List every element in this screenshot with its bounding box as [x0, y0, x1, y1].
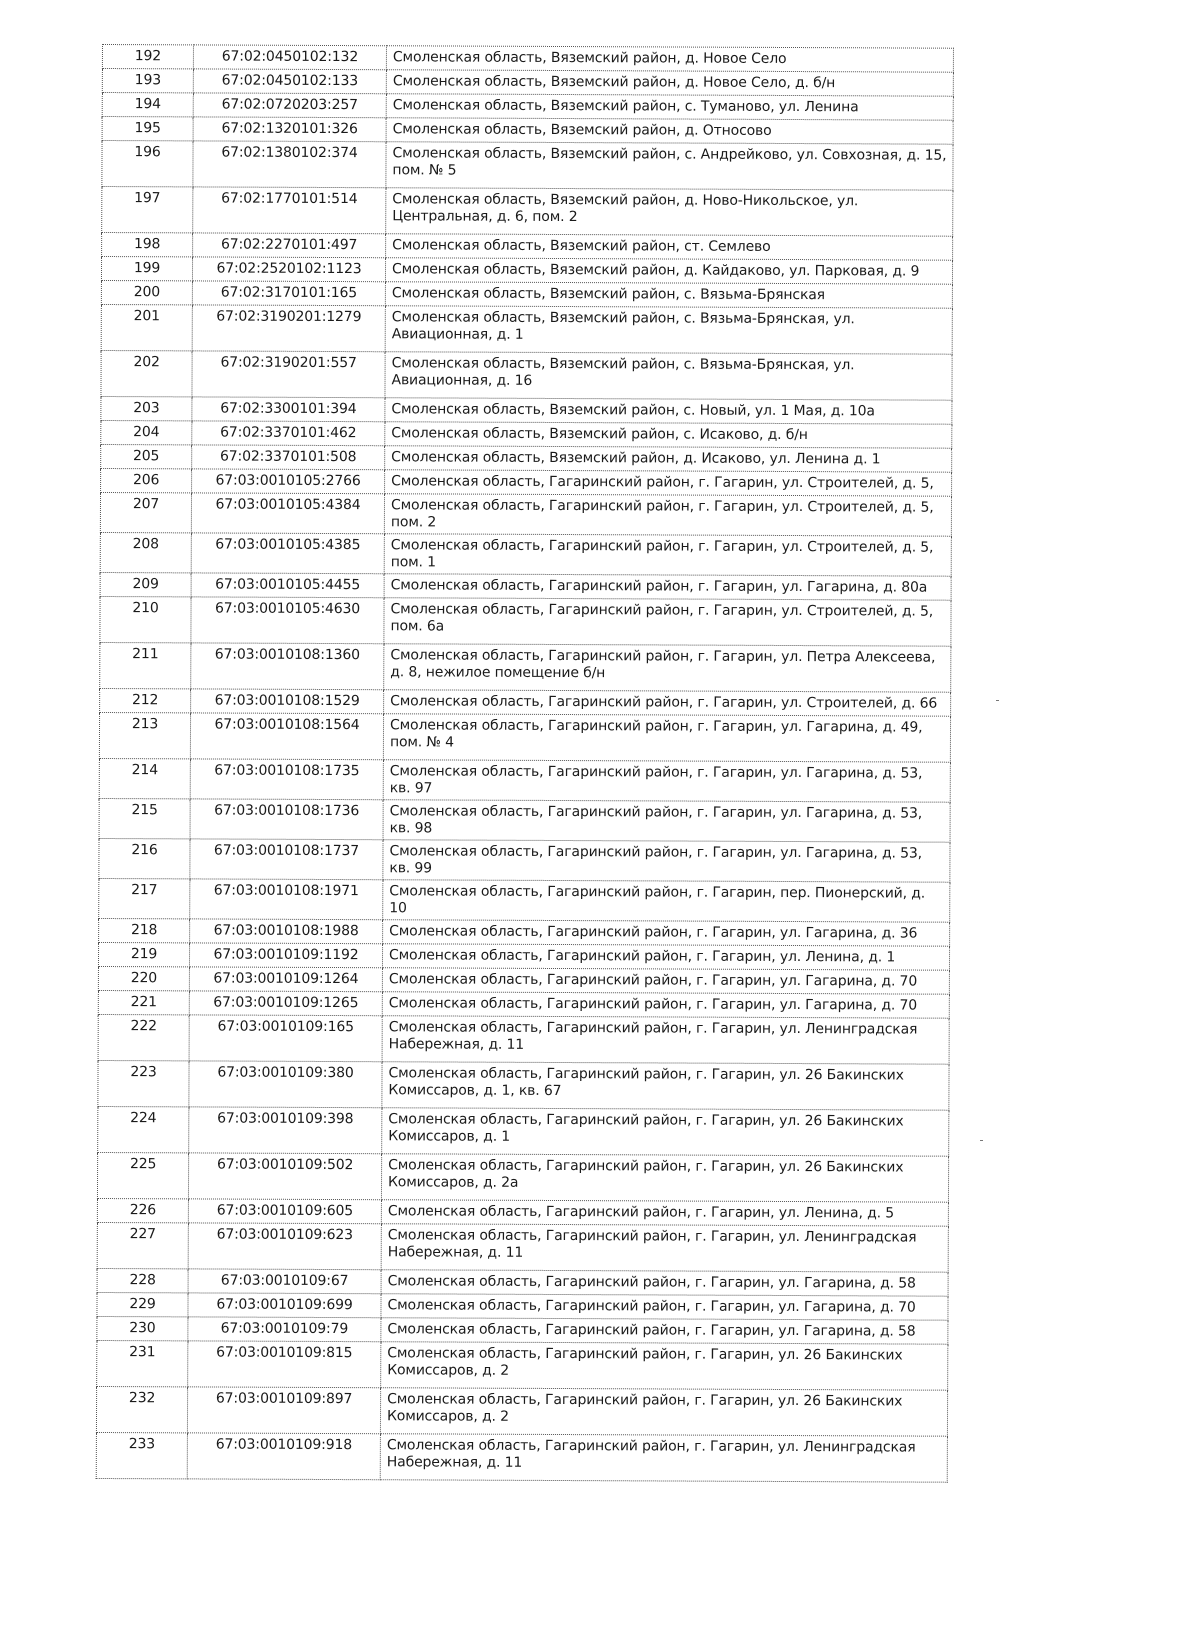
- row-number-cell: 231: [97, 1340, 188, 1386]
- address-cell: Смоленская область, Гагаринский район, г. Гагарин, ул. Гагарина, д. 58: [381, 1318, 948, 1344]
- address-cell: Смоленская область, Гагаринский район, г. Гагарин, ул. Ленинградская Набережная, д. 11: [382, 1016, 949, 1064]
- table-row: [100, 492, 951, 536]
- row-number-cell: 233: [96, 1432, 187, 1478]
- cadastral-number-cell: 67:03:0010109:897: [187, 1387, 380, 1434]
- cadastral-number-cell: 67:03:0010105:4385: [191, 533, 384, 574]
- cadastral-number-cell: 67:03:0010105:4630: [191, 597, 384, 644]
- address-cell: Смоленская область, Гагаринский район, г. Гагарин, ул. Гагарина, д. 80а: [384, 574, 951, 600]
- cadastral-number-cell: 67:03:0010109:699: [188, 1293, 381, 1318]
- address-cell: Смоленская область, Гагаринский район, г. Гагарин, ул. 26 Бакинских Комиссаров, д. 2а: [381, 1154, 948, 1202]
- table-row: [99, 798, 950, 842]
- address-cell: Смоленская область, Гагаринский район, г. Гагарин, ул. 26 Бакинских Комиссаров, д. 2: [380, 1388, 947, 1436]
- table-row: [97, 1152, 948, 1202]
- table-row: [102, 141, 953, 191]
- table-row: [99, 878, 950, 922]
- address-cell: Смоленская область, Гагаринский район, г. Гагарин, пер. Пионерский, д. 10: [383, 880, 950, 922]
- row-number-cell: 194: [102, 93, 193, 117]
- cadastral-number-cell: 67:02:0450102:132: [193, 45, 386, 70]
- row-number-cell: 192: [102, 45, 193, 69]
- scan-speck: [996, 700, 999, 701]
- address-cell: Смоленская область, Гагаринский район, г. Гагарин, ул. Ленина, д. 1: [382, 944, 949, 970]
- row-number-cell: 209: [100, 572, 191, 596]
- cadastral-number-cell: 67:03:0010109:79: [188, 1317, 381, 1342]
- cadastral-number-cell: 67:03:0010109:815: [188, 1341, 381, 1388]
- address-cell: Смоленская область, Вяземский район, с. Вязьма-Брянская, ул. Авиационная, д. 1: [385, 306, 952, 354]
- address-cell: Смоленская область, Вяземский район, д. Относово: [386, 118, 953, 144]
- document-sheet: [96, 44, 954, 1483]
- address-cell: Смоленская область, Гагаринский район, г. Гагарин, ул. Строителей, д. 5, пом. 2: [384, 494, 951, 536]
- table-row: [101, 468, 952, 496]
- address-cell: Смоленская область, Гагаринский район, г. Гагарин, ул. Гагарина, д. 70: [382, 992, 949, 1018]
- address-cell: Смоленская область, Гагаринский район, г. Гагарин, ул. Гагарина, д. 53, кв. 99: [383, 840, 950, 882]
- row-number-cell: 200: [101, 280, 192, 304]
- table-row: [98, 1060, 949, 1110]
- cadastral-number-cell: 67:02:3190201:557: [192, 351, 385, 398]
- address-cell: Смоленская область, Гагаринский район, г. Гагарин, ул. Строителей, д. 5, пом. 6а: [384, 598, 951, 646]
- row-number-cell: 225: [97, 1152, 188, 1198]
- row-number-cell: 206: [101, 468, 192, 492]
- table-row: [96, 1432, 947, 1482]
- address-cell: Смоленская область, Гагаринский район, г. Гагарин, ул. Гагарина, д. 70: [381, 1294, 948, 1320]
- cadastral-number-cell: 67:02:3300101:394: [192, 397, 385, 422]
- row-number-cell: 207: [100, 492, 191, 532]
- address-cell: Смоленская область, Гагаринский район, г. Гагарин, ул. Петра Алексеева, д. 8, нежилое помещение б/н: [384, 644, 951, 692]
- row-number-cell: 198: [102, 233, 193, 257]
- property-table-body: [96, 45, 953, 1483]
- address-cell: Смоленская область, Гагаринский район, г. Гагарин, ул. Гагарина, д. 53, кв. 97: [383, 760, 950, 802]
- address-cell: Смоленская область, Гагаринский район, г. Гагарин, ул. Строителей, д. 66: [384, 690, 951, 716]
- address-cell: Смоленская область, Гагаринский район, г. Гагарин, ул. Гагарина, д. 70: [382, 968, 949, 994]
- address-cell: Смоленская область, Вяземский район, с. Андрейково, ул. Совхозная, д. 15, пом. № 5: [386, 142, 953, 190]
- address-cell: Смоленская область, Вяземский район, с. Туманово, ул. Ленина: [386, 94, 953, 120]
- row-number-cell: 216: [99, 838, 190, 878]
- table-row: [100, 596, 951, 646]
- cadastral-number-cell: 67:02:3370101:508: [192, 445, 385, 470]
- row-number-cell: 211: [100, 642, 191, 688]
- row-number-cell: 220: [98, 966, 189, 990]
- table-row: [98, 966, 949, 994]
- row-number-cell: 227: [97, 1222, 188, 1268]
- table-row: [101, 280, 952, 308]
- cadastral-number-cell: 67:03:0010109:165: [189, 1015, 382, 1062]
- row-number-cell: 218: [99, 918, 190, 942]
- table-row: [102, 93, 953, 121]
- table-row: [101, 420, 952, 448]
- cadastral-number-cell: 67:02:1770101:514: [193, 187, 386, 234]
- cadastral-number-cell: 67:03:0010109:398: [189, 1107, 382, 1154]
- row-number-cell: 230: [97, 1316, 188, 1340]
- property-table: [96, 44, 954, 1483]
- cadastral-number-cell: 67:03:0010109:918: [187, 1433, 380, 1480]
- address-cell: Смоленская область, Вяземский район, ст. Семлево: [386, 234, 953, 260]
- cadastral-number-cell: 67:03:0010108:1529: [191, 689, 384, 714]
- table-row: [97, 1340, 948, 1390]
- address-cell: Смоленская область, Гагаринский район, г. Гагарин, ул. Ленинградская Набережная, д. 11: [380, 1434, 947, 1482]
- cadastral-number-cell: 67:02:1320101:326: [193, 117, 386, 142]
- cadastral-number-cell: 67:02:0450102:133: [193, 69, 386, 94]
- address-cell: Смоленская область, Гагаринский район, г. Гагарин, ул. Строителей, д. 5, пом. 1: [384, 534, 951, 576]
- cadastral-number-cell: 67:03:0010109:1264: [189, 967, 382, 992]
- address-cell: Смоленская область, Гагаринский район, г. Гагарин, ул. 26 Бакинских Комиссаров, д. 2: [381, 1342, 948, 1390]
- table-row: [101, 304, 952, 354]
- row-number-cell: 221: [98, 990, 189, 1014]
- table-row: [102, 187, 953, 237]
- row-number-cell: 202: [101, 350, 192, 396]
- table-row: [100, 688, 951, 716]
- address-cell: Смоленская область, Гагаринский район, г. Гагарин, ул. Гагарина, д. 36: [383, 920, 950, 946]
- row-number-cell: 224: [98, 1106, 189, 1152]
- table-row: [97, 1198, 948, 1226]
- row-number-cell: 229: [97, 1292, 188, 1316]
- table-row: [100, 642, 951, 692]
- table-row: [98, 1014, 949, 1064]
- cadastral-number-cell: 67:03:0010109:67: [188, 1269, 381, 1294]
- row-number-cell: 214: [99, 758, 190, 798]
- address-cell: Смоленская область, Вяземский район, д. Новое Село, д. б/н: [386, 70, 953, 96]
- table-row: [100, 532, 951, 576]
- table-row: [98, 942, 949, 970]
- table-row: [99, 838, 950, 882]
- table-row: [102, 117, 953, 145]
- address-cell: Смоленская область, Гагаринский район, г. Гагарин, ул. Ленинградская Набережная, д. 11: [381, 1224, 948, 1272]
- cadastral-number-cell: 67:03:0010109:623: [188, 1223, 381, 1270]
- cadastral-number-cell: 67:03:0010108:1564: [190, 713, 383, 760]
- row-number-cell: 215: [99, 798, 190, 838]
- cadastral-number-cell: 67:03:0010108:1735: [190, 759, 383, 800]
- row-number-cell: 199: [101, 257, 192, 281]
- row-number-cell: 217: [99, 878, 190, 918]
- address-cell: Смоленская область, Вяземский район, д. Кайдаково, ул. Парковая, д. 9: [385, 258, 952, 284]
- row-number-cell: 210: [100, 596, 191, 642]
- address-cell: Смоленская область, Гагаринский район, г. Гагарин, ул. Гагарина, д. 49, пом. № 4: [383, 714, 950, 762]
- scan-speck: [980, 1140, 983, 1141]
- row-number-cell: 222: [98, 1014, 189, 1060]
- cadastral-number-cell: 67:03:0010108:1737: [190, 839, 383, 880]
- table-row: [101, 350, 952, 400]
- cadastral-number-cell: 67:03:0010109:1265: [189, 991, 382, 1016]
- table-row: [98, 1106, 949, 1156]
- row-number-cell: 205: [101, 444, 192, 468]
- table-row: [102, 69, 953, 97]
- table-row: [101, 257, 952, 285]
- address-cell: Смоленская область, Вяземский район, д. Новое Село: [386, 46, 953, 72]
- cadastral-number-cell: 67:02:0720203:257: [193, 93, 386, 118]
- address-cell: Смоленская область, Гагаринский район, г. Гагарин, ул. 26 Бакинских Комиссаров, д. 1, кв. 67: [382, 1062, 949, 1110]
- row-number-cell: 201: [101, 304, 192, 350]
- cadastral-number-cell: 67:02:3190201:1279: [192, 305, 385, 352]
- cadastral-number-cell: 67:03:0010109:380: [189, 1061, 382, 1108]
- address-cell: Смоленская область, Вяземский район, с. Вязьма-Брянская: [385, 282, 952, 308]
- cadastral-number-cell: 67:03:0010105:4455: [191, 573, 384, 598]
- cadastral-number-cell: 67:02:2270101:497: [193, 233, 386, 258]
- table-row: [98, 990, 949, 1018]
- cadastral-number-cell: 67:02:3170101:165: [192, 281, 385, 306]
- row-number-cell: 219: [98, 942, 189, 966]
- row-number-cell: 212: [100, 688, 191, 712]
- address-cell: Смоленская область, Вяземский район, д. Исаково, ул. Ленина д. 1: [385, 446, 952, 472]
- table-row: [102, 45, 953, 73]
- cadastral-number-cell: 67:03:0010105:2766: [192, 469, 385, 494]
- table-row: [97, 1268, 948, 1296]
- address-cell: Смоленская область, Гагаринский район, г. Гагарин, ул. 26 Бакинских Комиссаров, д. 1: [382, 1108, 949, 1156]
- cadastral-number-cell: 67:03:0010108:1736: [190, 799, 383, 840]
- address-cell: Смоленская область, Вяземский район, с. Исаково, д. б/н: [385, 422, 952, 448]
- cadastral-number-cell: 67:03:0010109:502: [188, 1153, 381, 1200]
- cadastral-number-cell: 67:03:0010109:605: [188, 1199, 381, 1224]
- row-number-cell: 197: [102, 187, 193, 233]
- address-cell: Смоленская область, Вяземский район, с. Вязьма-Брянская, ул. Авиационная, д. 16: [385, 352, 952, 400]
- cadastral-number-cell: 67:02:1380102:374: [193, 141, 386, 188]
- row-number-cell: 232: [96, 1386, 187, 1432]
- table-row: [100, 572, 951, 600]
- address-cell: Смоленская область, Гагаринский район, г. Гагарин, ул. Строителей, д. 5,: [385, 470, 952, 496]
- address-cell: Смоленская область, Вяземский район, с. Новый, ул. 1 Мая, д. 10а: [385, 398, 952, 424]
- row-number-cell: 213: [99, 712, 190, 758]
- address-cell: Смоленская область, Гагаринский район, г. Гагарин, ул. Гагарина, д. 53, кв. 98: [383, 800, 950, 842]
- cadastral-number-cell: 67:02:2520102:1123: [192, 257, 385, 282]
- table-row: [99, 758, 950, 802]
- row-number-cell: 195: [102, 117, 193, 141]
- cadastral-number-cell: 67:03:0010108:1988: [190, 919, 383, 944]
- row-number-cell: 193: [102, 69, 193, 93]
- row-number-cell: 208: [100, 532, 191, 572]
- table-row: [97, 1316, 948, 1344]
- row-number-cell: 226: [97, 1198, 188, 1222]
- cadastral-number-cell: 67:03:0010109:1192: [189, 943, 382, 968]
- table-row: [99, 918, 950, 946]
- cadastral-number-cell: 67:03:0010108:1971: [190, 879, 383, 920]
- row-number-cell: 203: [101, 396, 192, 420]
- table-row: [99, 712, 950, 762]
- table-row: [101, 444, 952, 472]
- address-cell: Смоленская область, Гагаринский район, г. Гагарин, ул. Гагарина, д. 58: [381, 1270, 948, 1296]
- cadastral-number-cell: 67:03:0010108:1360: [191, 643, 384, 690]
- row-number-cell: 204: [101, 420, 192, 444]
- table-row: [97, 1222, 948, 1272]
- cadastral-number-cell: 67:02:3370101:462: [192, 421, 385, 446]
- row-number-cell: 228: [97, 1268, 188, 1292]
- table-row: [101, 396, 952, 424]
- address-cell: Смоленская область, Гагаринский район, г. Гагарин, ул. Ленина, д. 5: [381, 1200, 948, 1226]
- table-row: [102, 233, 953, 261]
- row-number-cell: 223: [98, 1060, 189, 1106]
- cadastral-number-cell: 67:03:0010105:4384: [191, 493, 384, 534]
- table-row: [96, 1386, 947, 1436]
- table-row: [97, 1292, 948, 1320]
- address-cell: Смоленская область, Вяземский район, д. Ново-Никольское, ул. Центральная, д. 6, пом. 2: [386, 188, 953, 236]
- row-number-cell: 196: [102, 141, 193, 187]
